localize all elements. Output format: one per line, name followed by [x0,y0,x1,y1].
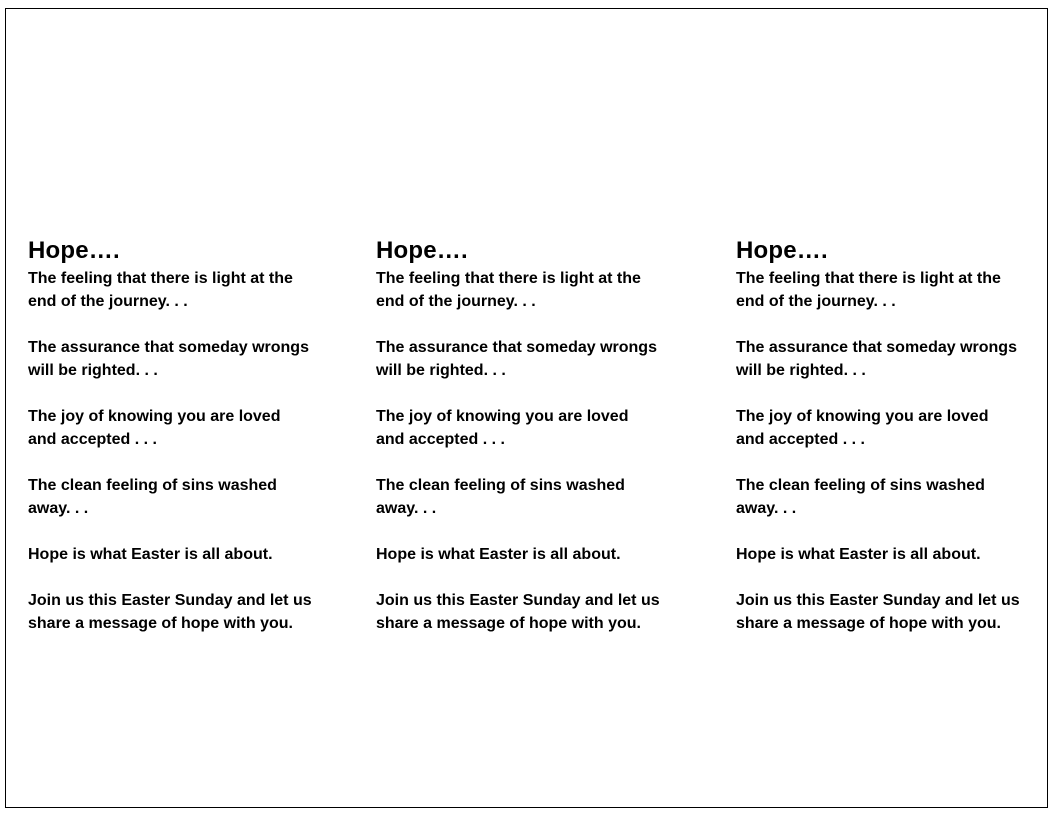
paragraph-clean: The clean feeling of sins washed away. . . [376,477,625,517]
paragraph-assurance: The assurance that someday wrongs will be righted. . . [736,339,1017,379]
paragraph-clean: The clean feeling of sins washed away. . . [28,477,277,517]
paragraph-light: The feeling that there is light at the end of the journey. . . [376,270,641,310]
paragraph-easter: Hope is what Easter is all about. [28,546,273,563]
paragraph-easter: Hope is what Easter is all about. [376,546,621,563]
paragraph-assurance: The assurance that someday wrongs will be righted. . . [376,339,657,379]
paragraph-easter: Hope is what Easter is all about. [736,546,981,563]
flyer-column-3 [736,236,1036,635]
paragraph-invitation: Join us this Easter Sunday and let us share a message of hope with you. [376,592,660,632]
paragraph-light: The feeling that there is light at the end of the journey. . . [28,270,293,310]
paragraph-invitation: Join us this Easter Sunday and let us share a message of hope with you. [736,592,1020,632]
paragraph-light: The feeling that there is light at the end of the journey. . . [736,270,1001,310]
paragraph-joy: The joy of knowing you are loved and accepted . . . [28,408,281,448]
column-heading: Hope…. [28,237,120,264]
flyer-column-2 [376,236,676,635]
column-heading: Hope…. [736,237,828,264]
paragraph-joy: The joy of knowing you are loved and accepted . . . [736,408,989,448]
column-heading: Hope…. [376,237,468,264]
paragraph-clean: The clean feeling of sins washed away. . . [736,477,985,517]
flyer-column-1 [28,236,328,635]
paragraph-assurance: The assurance that someday wrongs will be righted. . . [28,339,309,379]
paragraph-joy: The joy of knowing you are loved and accepted . . . [376,408,629,448]
paragraph-invitation: Join us this Easter Sunday and let us share a message of hope with you. [28,592,312,632]
